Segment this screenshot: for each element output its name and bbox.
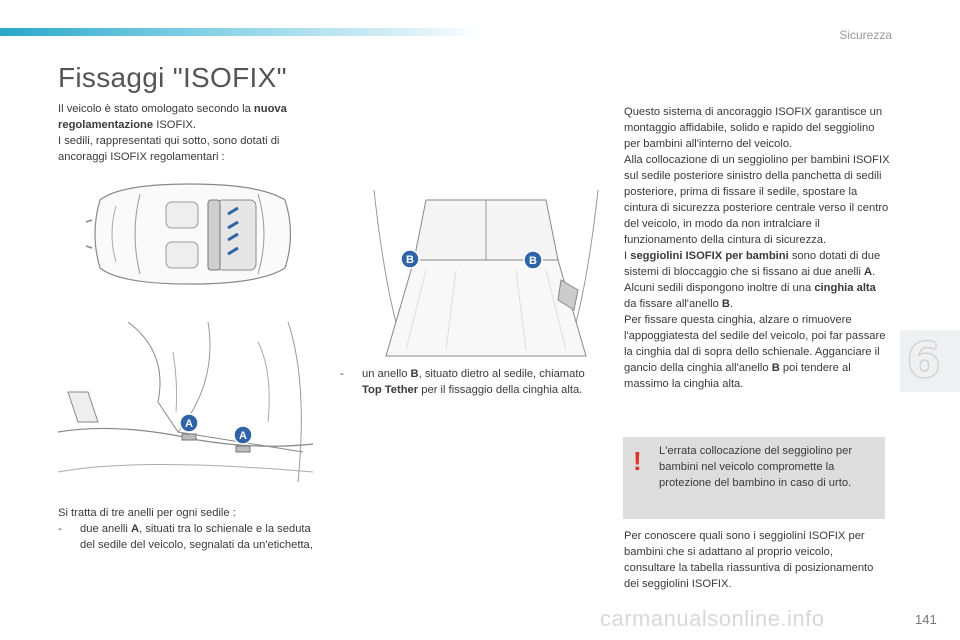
- svg-text:A: A: [239, 430, 247, 442]
- intro-text-a: Il veicolo è stato omologato secondo la: [58, 103, 254, 115]
- header-accent-bar: [0, 28, 480, 36]
- warning-icon: !: [633, 446, 642, 476]
- rings-intro-text: Si tratta di tre anelli per ogni sedile :: [58, 507, 236, 519]
- seats-text: I sedili, rappresentati qui sotto, sono dotati di ancoraggi ISOFIX regolamentari :: [58, 135, 280, 163]
- bullet-dash-2: -: [340, 368, 344, 380]
- rear-seat-illustration: [58, 322, 320, 500]
- isofix-description: Questo sistema di ancoraggio ISOFIX garantisce un montaggio affidabile, solido e rapido del seggiolino per bambini all'interno del veicolo. Alla collocazione di un seggiolino per bambini ISOFIX sul sedile posteriore sinistro della panchetta di sedili posteriore, prima di fissare il sedile, spostare la cintura di sicurezza posteriore centrale verso il centro del veicolo, in modo da non intralciare il funzionamento della cintura di sicurezza. I seggiolini ISOFIX per bambini sono dotati di due sistemi di bloccaggio che si fissano ai due anelli A. Alcuni sedili dispongono inoltre di una cinghia alta da fissare all'anello B. Per fissare questa cinghia, alzare o rimuovere l'appoggiatesta del sedile del veicolo, poi far passare la cinghia dal di sopra dello schienale. Agganciare il gancio della cinghia all'anello B poi tendere al massimo la cinghia alta.: [624, 106, 890, 390]
- bullet-rings-a: - due anelli A, situati tra lo schienale e la seduta del sedile del veicolo, segnalati da un'etichetta,: [58, 523, 313, 551]
- chapter-number: 6: [907, 333, 941, 389]
- intro-text: [58, 101, 318, 165]
- intro-text-bold: nuova regolamentazione: [58, 103, 287, 131]
- warning-box: [623, 437, 885, 519]
- compatibility-text: Per conoscere quali sono i seggiolini ISOFIX per bambini che si adattano al proprio veicolo, consultare la tabella riassuntiva di posizionamento dei seggiolini ISOFIX.: [624, 530, 874, 590]
- intro-text-c: ISOFIX.: [153, 119, 197, 131]
- label-b-badge-2: [524, 251, 542, 269]
- label-b-badge-1: [401, 250, 419, 268]
- label-a-badge-2: [234, 426, 252, 444]
- section-title: Sicurezza: [839, 28, 892, 42]
- warning-text: L'errata collocazione del seggiolino per bambini nel veicolo compromette la protezione del bambino in caso di urto.: [659, 445, 853, 489]
- car-topview-illustration: [80, 180, 298, 288]
- page-number: 141: [915, 612, 937, 627]
- label-a-badge-1: [180, 414, 198, 432]
- trunk-illustration: [366, 180, 606, 358]
- watermark: carmanualsonline.info: [600, 606, 825, 631]
- page-title: Fissaggi "ISOFIX": [58, 62, 287, 93]
- bullet-ring-b: - un anello B, situato dietro al sedile, chiamato Top Tether per il fissaggio della cinghia alta.: [340, 368, 585, 396]
- bullet-dash: -: [58, 523, 62, 535]
- svg-text:B: B: [406, 254, 414, 266]
- svg-text:A: A: [185, 418, 193, 430]
- svg-text:B: B: [529, 255, 537, 267]
